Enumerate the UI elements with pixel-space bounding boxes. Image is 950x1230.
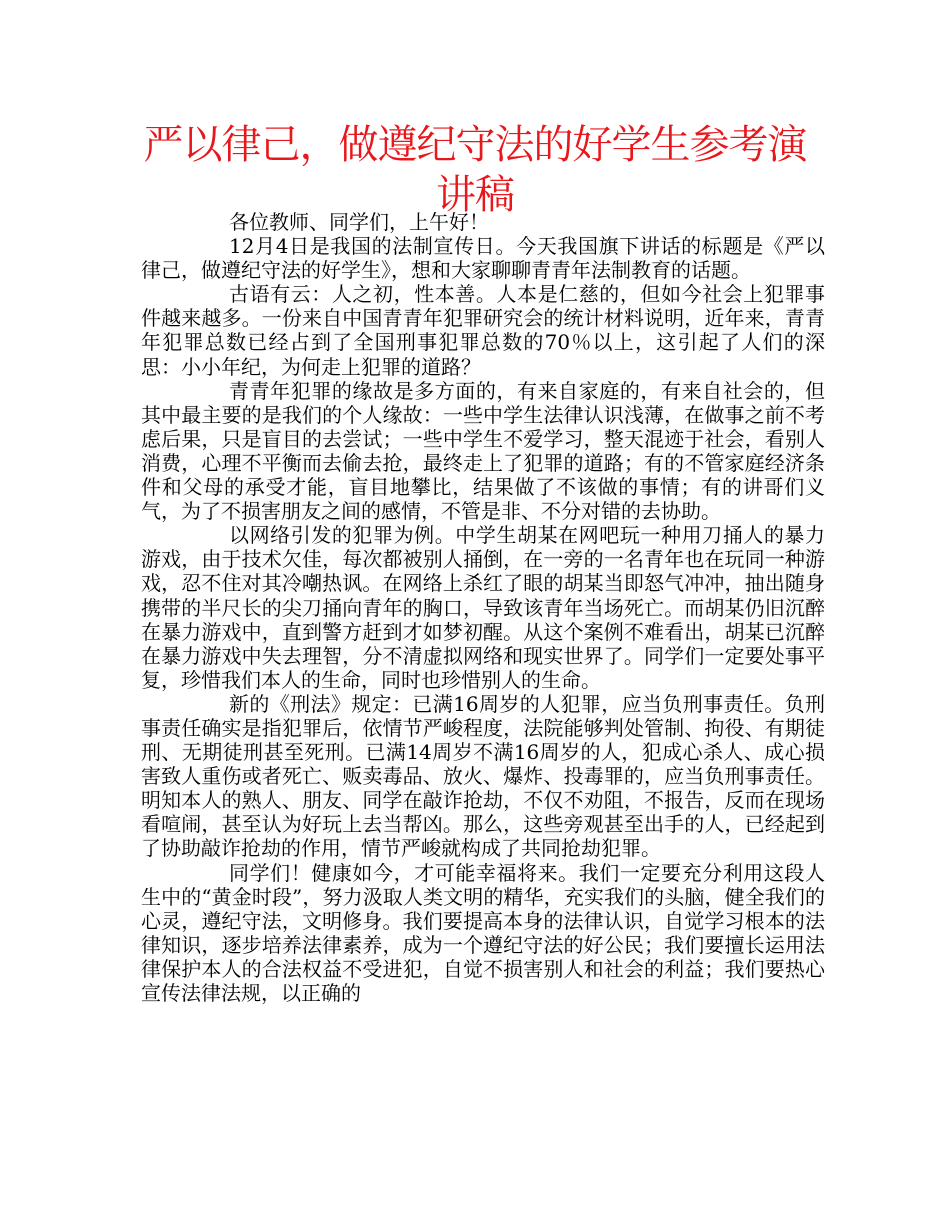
body-paragraph: 古语有云：人之初，性本善。人本是仁慈的，但如今社会上犯罪事件越来越多。一份来自中国青青年犯罪研究会的统计材料说明，近年来，青青年犯罪总数已经占到了全国刑事犯罪总数的70％以上，这引起了人们的深思：小小年纪，为何走上犯罪的道路？ xyxy=(141,282,825,379)
body-paragraph: 同学们！健康如今，才可能幸福将来。我们一定要充分利用这段人生中的“黄金时段”，努力汲取人类文明的精华，充实我们的头脑，健全我们的心灵，遵纪守法，文明修身。我们要提高本身的法律认识，自觉学习根本的法律知识，逐步培养法律素养，成为一个遵纪守法的好公民；我们要擅长运用法律保护本人的合法权益不受进犯，自觉不损害别人和社会的利益；我们要热心宣传法律法规，以正确的 xyxy=(141,860,825,1005)
document-title: 严以律己，做遵纪守法的好学生参考演讲稿 xyxy=(143,122,807,218)
greeting-paragraph: 各位教师、同学们，上午好！ xyxy=(229,210,489,234)
body-paragraph: 青青年犯罪的缘故是多方面的，有来自家庭的，有来自社会的，但其中最主要的是我们的个人缘故：一些中学生法律认识浅薄，在做事之前不考虑后果，只是盲目的去尝试；一些中学生不爱学习，整天混迹于社会，看别人消费，心理不平衡而去偷去抢，最终走上了犯罪的道路；有的不管家庭经济条件和父母的承受才能，盲目地攀比，结果做了不该做的事情；有的讲哥们义气，为了不损害朋友之间的感情，不管是非、不分对错的去协助。 xyxy=(141,378,825,524)
document-body xyxy=(141,210,825,1005)
body-paragraph: 12月4日是我国的法制宣传日。今天我国旗下讲话的标题是《严以律己，做遵纪守法的好学生》，想和大家聊聊青青年法制教育的话题。 xyxy=(141,234,825,283)
body-paragraph: 新的《刑法》规定：已满16周岁的人犯罪，应当负刑事责任。负刑事责任确实是指犯罪后，依情节严峻程度，法院能够判处管制、拘役、有期徒刑、无期徒刑甚至死刑。已满14周岁不满16周岁的人，犯成心杀人、成心损害致人重伤或者死亡、贩卖毒品、放火、爆炸、投毒罪的，应当负刑事责任。明知本人的熟人、朋友、同学在敲诈抢劫，不仅不劝阻，不报告，反而在现场看喧闹，甚至认为好玩上去当帮凶。那么，这些旁观甚至出手的人，已经起到了协助敲诈抢劫的作用，情节严峻就构成了共同抢劫犯罪。 xyxy=(141,691,825,861)
body-paragraph: 以网络引发的犯罪为例。中学生胡某在网吧玩一种用刀捅人的暴力游戏，由于技术欠佳，每次都被别人捅倒，在一旁的一名青年也在玩同一种游戏，忍不住对其冷嘲热讽。在网络上杀红了眼的胡某当即怒气冲冲，抽出随身携带的半尺长的尖刀捅向青年的胸口，导致该青年当场死亡。而胡某仍旧沉醉在暴力游戏中，直到警方赶到才如梦初醒。从这个案例不难看出，胡某已沉醉在暴力游戏中失去理智，分不清虚拟网络和现实世界了。同学们一定要处事平复，珍惜我们本人的生命，同时也珍惜别人的生命。 xyxy=(141,523,825,692)
